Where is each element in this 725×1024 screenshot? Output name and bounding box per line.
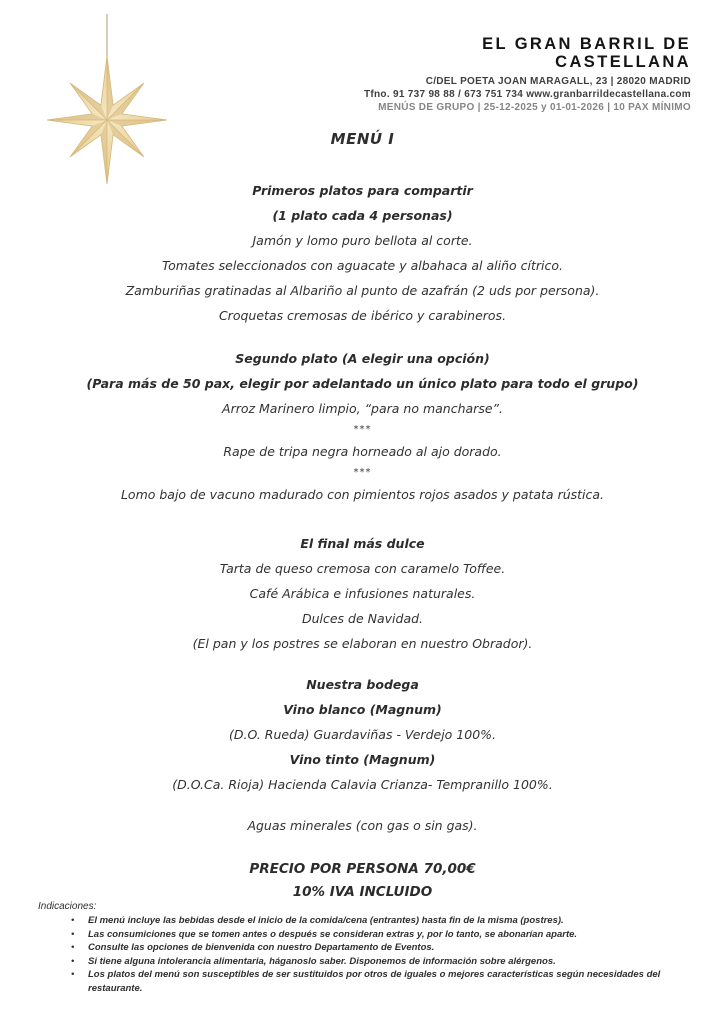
section-bodega [55,672,670,797]
vat-note: 10% IVA INCLUIDO [292,884,433,900]
indicacion-item: • El menú incluye las bebidas desde el inicio de la comida/cena (entrantes) hasta fin de la misma (postres). [38,914,687,928]
menu-item: Zamburiñas gratinadas al Albariño al punto de azafrán (2 uds por persona). [125,283,600,298]
contact-line: Tfno. 91 737 98 88 / 673 751 734 www.granbarrildecastellana.com [363,88,691,100]
section-subheading: (Para más de 50 pax, elegir por adelantado un único plato para todo el grupo) [86,376,639,391]
menu-item: Tarta de queso cremosa con caramelo Toffee. [219,561,506,576]
asterisk-separator: *** [353,424,372,435]
section-postres [55,531,670,656]
menu-body [55,130,670,904]
menu-item: Café Arábica e infusiones naturales. [249,586,476,601]
indicacion-item: • Las consumiciones que se tomen antes o después se consideran extras y, por lo tanto, se abonarían aparte. [38,928,687,942]
wine-detail: (D.O. Rueda) Guardaviñas - Verdejo 100%. [229,727,496,742]
wine-type: Vino blanco (Magnum) [283,702,442,717]
price-per-person: PRECIO POR PERSONA 70,00€ [249,861,476,877]
menu-item: Rape de tripa negra horneado al ajo dorado. [223,444,502,459]
section-heading: Segundo plato (A elegir una opción) [235,351,490,366]
menu-item: Croquetas cremosas de ibérico y carabineros. [218,308,507,323]
section-heading: Primeros platos para compartir [252,183,473,198]
menu-item: Lomo bajo de vacuno madurado con pimientos rojos asados y patata rústica. [120,487,605,502]
section-heading: El final más dulce [300,536,425,551]
indicacion-item: • Consulte las opciones de bienvenida con nuestro Departamento de Eventos. [38,941,687,955]
indicaciones-heading: Indicaciones: [38,901,97,912]
section-segundo-plato [55,346,670,507]
menu-item: Jamón y lomo puro bellota al corte. [252,233,473,248]
address-line: C/DEL POETA JOAN MARAGALL, 23 | 28020 MADRID [425,75,691,87]
indicaciones-list [38,914,687,995]
section-heading: Nuestra bodega [306,677,419,692]
section-primeros-platos [55,178,670,328]
restaurant-name-line2: CASTELLANA [555,52,691,71]
wine-detail: (D.O.Ca. Rioja) Hacienda Calavia Crianza- Tempranillo 100%. [172,777,553,792]
menu-item: Arroz Marinero limpio, “para no mancharse”. [222,401,503,416]
menu-item-note: (El pan y los postres se elaboran en nuestro Obrador). [192,636,533,651]
section-subheading: (1 plato cada 4 personas) [272,208,453,223]
indicacion-item: • Los platos del menú son susceptibles de ser sustituidos por otros de iguales o mejores características según necesidades del restaurante. [38,968,687,995]
menu-title: MENÚ I [330,130,395,148]
group-menu-info-line: MENÚS DE GRUPO | 25-12-2025 y 01-01-2026 | 10 PAX MÍNIMO [378,101,691,113]
header [364,36,691,113]
indicaciones-footer [38,900,687,995]
price-block [55,858,670,904]
restaurant-name-line1: EL GRAN BARRIL DE [482,35,691,53]
menu-item: Tomates seleccionados con aguacate y albahaca al aliño cítrico. [161,258,564,273]
asterisk-separator: *** [353,467,372,478]
indicacion-item: • Si tiene alguna intolerancia alimentaria, háganoslo saber. Disponemos de información sobre alérgenos. [38,955,687,969]
restaurant-name [364,36,691,72]
water-note: Aguas minerales (con gas o sin gas). [247,818,478,833]
menu-item: Dulces de Navidad. [301,611,424,626]
wine-type: Vino tinto (Magnum) [289,752,436,767]
